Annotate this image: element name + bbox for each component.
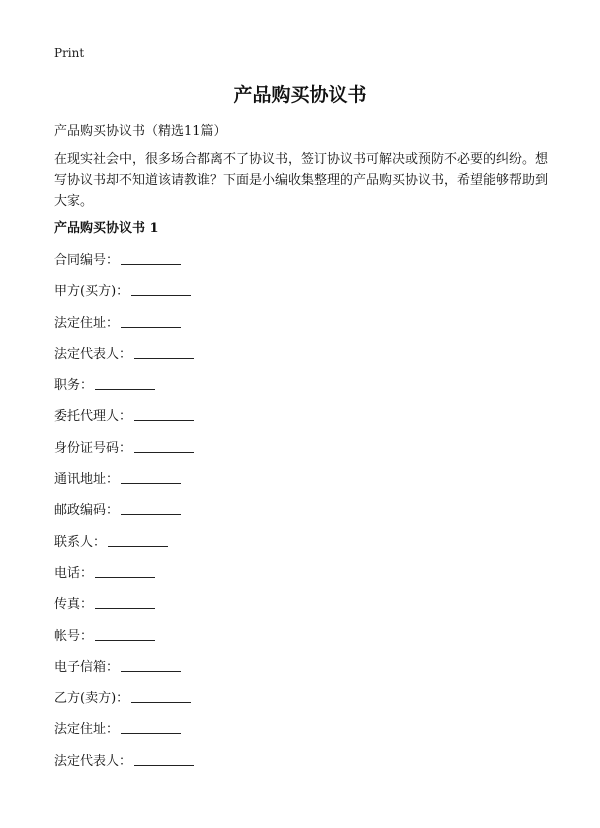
field-label: 传真： — [54, 597, 94, 613]
field-blank-line — [131, 280, 191, 296]
field-blank-line — [121, 499, 181, 515]
contract-field-row — [54, 405, 194, 436]
contract-field-row — [54, 280, 194, 311]
contract-field-row — [54, 625, 194, 656]
contract-field-row — [54, 531, 194, 562]
field-blank-line — [134, 343, 194, 359]
field-blank-line — [95, 374, 155, 390]
field-label: 联系人： — [54, 534, 107, 550]
contract-field-row — [54, 343, 194, 374]
contract-field-row — [54, 499, 194, 530]
field-blank-line — [134, 750, 194, 766]
page-title: 产品购买协议书 — [233, 84, 367, 106]
contract-field-row — [54, 468, 194, 499]
contract-field-row — [54, 593, 194, 624]
field-blank-line — [134, 437, 194, 453]
field-label: 法定住址： — [54, 722, 120, 738]
field-label: 委托代理人： — [54, 409, 133, 425]
field-label: 邮政编码： — [54, 503, 120, 519]
field-label: 乙方(卖方)： — [54, 691, 130, 707]
field-label: 身份证号码： — [54, 440, 133, 456]
field-label: 职务： — [54, 378, 94, 394]
field-label: 电子信箱： — [54, 659, 120, 675]
contract-field-row — [54, 437, 194, 468]
document-subtitle: 产品购买协议书（精选11篇） — [54, 124, 227, 139]
field-label: 电话： — [54, 565, 94, 581]
field-blank-line — [95, 593, 155, 609]
field-label: 法定代表人： — [54, 753, 133, 769]
contract-field-row — [54, 249, 194, 280]
field-blank-line — [131, 687, 191, 703]
field-label: 法定代表人： — [54, 346, 133, 362]
contract-field-row — [54, 562, 194, 593]
field-label: 合同编号： — [54, 253, 120, 268]
contract-field-row — [54, 656, 194, 687]
field-label: 甲方(买方)： — [54, 284, 130, 300]
field-blank-line — [121, 718, 181, 734]
field-blank-line — [121, 249, 181, 265]
field-blank-line — [134, 405, 194, 421]
contract-field-row — [54, 750, 194, 781]
contract-field-row — [54, 312, 194, 343]
field-label: 帐号： — [54, 628, 94, 644]
field-label: 通讯地址： — [54, 472, 120, 488]
print-link[interactable]: Print — [54, 46, 85, 60]
contract-field-row — [54, 687, 194, 718]
field-blank-line — [121, 656, 181, 672]
contract-field-row — [54, 374, 194, 405]
field-blank-line — [108, 531, 168, 547]
field-blank-line — [121, 312, 181, 328]
contract-field-row — [54, 718, 194, 749]
field-blank-line — [121, 468, 181, 484]
field-blank-line — [95, 562, 155, 578]
field-blank-line — [95, 625, 155, 641]
section-heading: 产品购买协议书 1 — [54, 221, 159, 236]
field-label: 法定住址： — [54, 315, 120, 331]
intro-paragraph: 在现实社会中，很多场合都离不了协议书，签订协议书可解决或预防不必要的纠纷。想写协议书却不知道该请教谁？下面是小编收集整理的产品购买协议书，希望能够帮助到大家。 — [54, 152, 549, 209]
contract-field-list — [54, 249, 194, 781]
